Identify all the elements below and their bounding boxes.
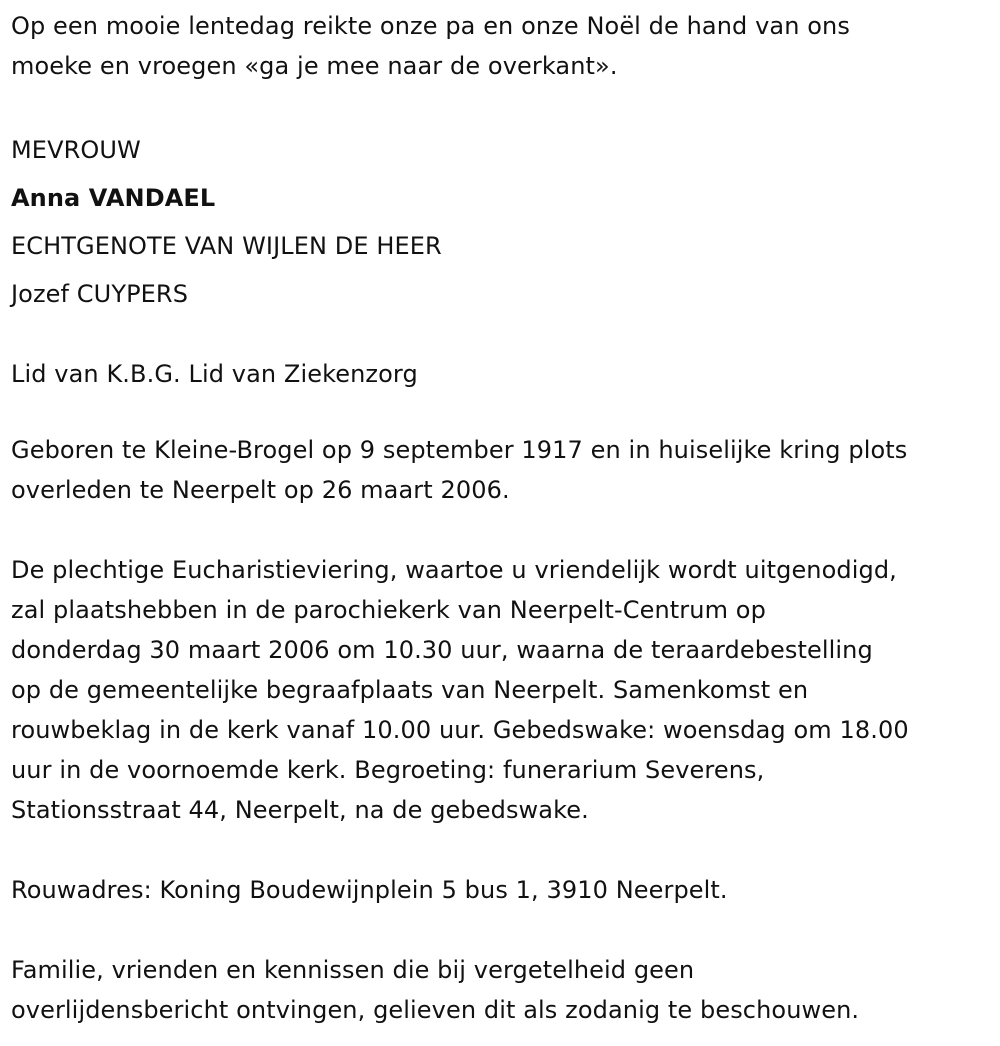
obituary-notice	[11, 6, 991, 1030]
deceased-header	[11, 126, 991, 318]
intro-paragraph	[11, 6, 991, 86]
honorific: MEVROUW	[11, 136, 141, 164]
membership-paragraph	[11, 350, 991, 398]
mourning-address: Rouwadres: Koning Boudewijnplein 5 bus 1, 3910 Neerpelt.	[11, 876, 728, 904]
closing-line-1: Familie, vrienden en kennissen die bij vergetelheid geen	[11, 956, 695, 984]
spouse-name: Jozef CUYPERS	[11, 280, 189, 308]
spacer	[11, 86, 991, 126]
deceased-name: Anna VANDAEL	[11, 184, 216, 212]
ceremony-line: Stationsstraat 44, Neerpelt, na de gebedswake.	[11, 796, 589, 824]
intro-line-1: Op een mooie lentedag reikte onze pa en onze Noël de hand van ons	[11, 12, 850, 40]
ceremony-line: donderdag 30 maart 2006 om 10.30 uur, waarna de teraardebestelling	[11, 636, 873, 664]
relation-text: ECHTGENOTE VAN WIJLEN DE HEER	[11, 232, 442, 260]
spacer	[11, 910, 991, 950]
birth-paragraph	[11, 430, 991, 510]
membership-text: Lid van K.B.G. Lid van Ziekenzorg	[11, 360, 418, 388]
birth-line-2: overleden te Neerpelt op 26 maart 2006.	[11, 476, 510, 504]
spacer	[11, 398, 991, 430]
intro-line-2: moeke en vroegen «ga je mee naar de overkant».	[11, 52, 618, 80]
address-paragraph	[11, 870, 991, 910]
ceremony-line: uur in de voornoemde kerk. Begroeting: funerarium Severens,	[11, 756, 765, 784]
ceremony-line: De plechtige Eucharistieviering, waartoe u vriendelijk wordt uitgenodigd,	[11, 556, 897, 584]
spacer	[11, 830, 991, 870]
closing-paragraph	[11, 950, 991, 1030]
ceremony-line: op de gemeentelijke begraafplaats van Neerpelt. Samenkomst en	[11, 676, 809, 704]
closing-line-2: overlijdensbericht ontvingen, gelieven dit als zodanig te beschouwen.	[11, 996, 860, 1024]
ceremony-line: zal plaatshebben in de parochiekerk van Neerpelt-Centrum op	[11, 596, 766, 624]
birth-line-1: Geboren te Kleine-Brogel op 9 september 1917 en in huiselijke kring plots	[11, 436, 908, 464]
ceremony-line: rouwbeklag in de kerk vanaf 10.00 uur. Gebedswake: woensdag om 18.00	[11, 716, 909, 744]
spacer	[11, 318, 991, 350]
spacer	[11, 510, 991, 550]
ceremony-paragraph	[11, 550, 991, 830]
